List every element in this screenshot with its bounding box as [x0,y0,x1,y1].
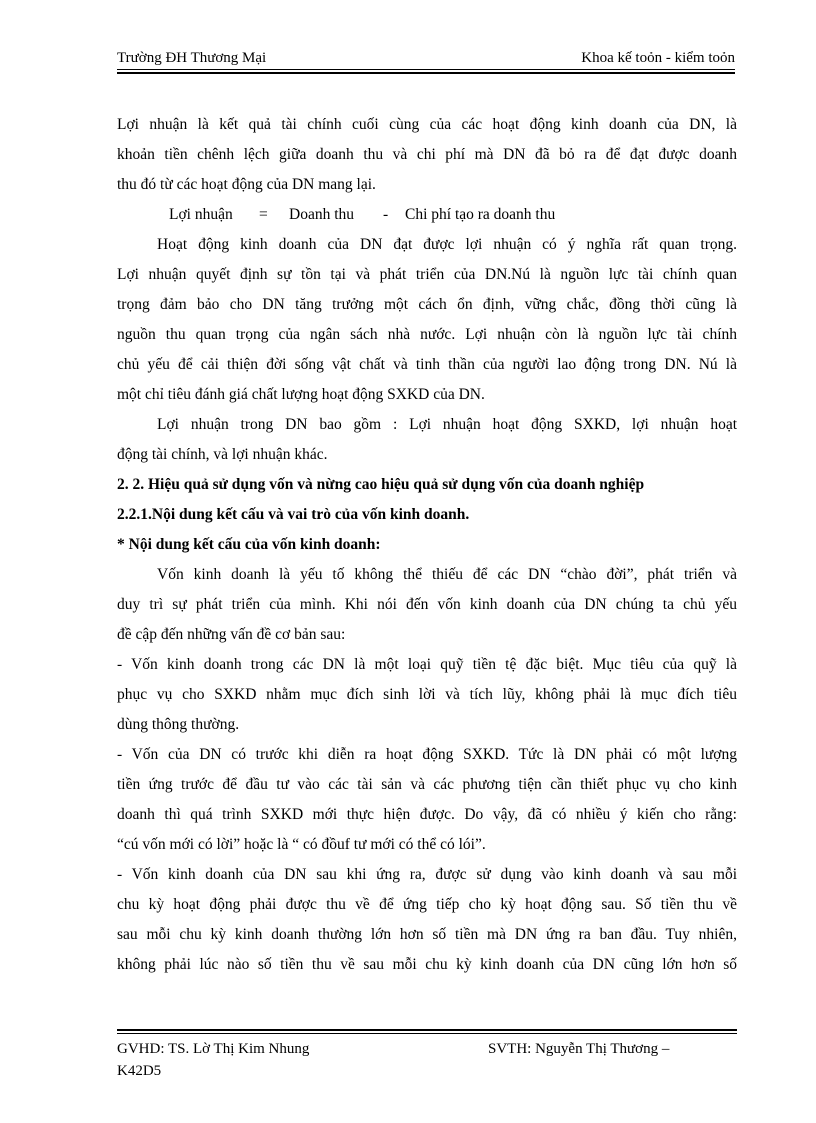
formula-lhs: Lợi nhuận [169,206,233,223]
footer-supervisor: GVHD: TS. Lờ Thị Kim Nhung [117,1041,310,1057]
header-faculty: Khoa kế toỏn - kiểm toỏn [581,50,735,66]
footer-rule-thick [117,1029,737,1031]
profit-formula [117,200,737,230]
header-rule-thick [117,72,735,74]
body-line: một chỉ tiêu đánh giá chất lượng hoạt động SXKD của DN. [117,386,485,403]
body-line: sau mỗi chu kỳ kinh doanh thường lớn hơn số tiền mà DN ứng ra ban đầu. Tuy nhiên, [117,926,737,943]
body-line: không phải lúc nào số tiền thu về sau mỗi chu kỳ kinh doanh của DN cũng lớn hơn số [117,956,737,973]
header-rule-thin [117,69,735,70]
body-line: động tài chính, và lợi nhuận khác. [117,446,328,463]
body-line: “cú vốn mới có lời” hoặc là “ có đồuf tư mới có thể có lói”. [117,836,486,853]
body-line: Vốn kinh doanh là yếu tố không thể thiếu để các DN “chào đời”, phát triển và [157,566,737,583]
footer-rule-thin [117,1033,737,1034]
body-line: dùng thông thường. [117,716,240,733]
formula-revenue: Doanh thu [289,206,355,223]
body-line: Lợi nhuận trong DN bao gồm : Lợi nhuận hoạt động SXKD, lợi nhuận hoạt [157,416,737,433]
formula-minus: - [383,206,389,223]
body-line: tiền ứng trước để đầu tư vào các tài sản và các phương tiện cần thiết phục vụ cho kinh [117,776,737,793]
body-line: doanh thì quá trình SXKD mới thực hiện được. Do vậy, đã có nhiều ý kiến cho rằng: [117,806,737,823]
body-line: - Vốn của DN có trước khi diễn ra hoạt động SXKD. Tức là DN phải có một lượng [117,746,737,763]
body-line: đề cập đến những vấn đề cơ bản sau: [117,626,346,643]
body-line: - Vốn kinh doanh trong các DN là một loại quỹ tiền tệ đặc biệt. Mục tiêu của quỹ là [117,656,737,673]
body-line: duy trì sự phát triển của mình. Khi nói đến vốn kinh doanh của DN chúng ta chủ yếu [117,596,737,613]
footer-class: K42D5 [117,1063,162,1079]
footer-student: SVTH: Nguyễn Thị Thương – [488,1041,670,1057]
body-line: khoản tiền chênh lệch giữa doanh thu và chi phí mà DN đã bỏ ra để đạt được doanh [117,146,737,163]
page-header [117,48,735,70]
header-school: Trường ĐH Thương Mại [117,50,267,66]
subsection-heading: 2.2.1.Nội dung kết cấu và vai trò của vốn kinh doanh. [117,506,470,523]
formula-equals: = [259,206,268,223]
body-line: Lợi nhuận là kết quả tài chính cuối cùng của các hoạt động kinh doanh của DN, là [117,116,737,133]
body-line: chu kỳ hoạt động phải được thu về để ứng tiếp cho kỳ hoạt động sau. Số tiền thu về [117,896,737,913]
body-line: trọng đảm bảo cho DN tăng trưởng một cách ổn định, vững chắc, đồng thời cũng là [117,296,737,313]
body-line: nguồn thu quan trọng của ngân sách nhà nước. Lợi nhuận còn là nguồn lực tài chính [117,326,737,343]
formula-cost: Chi phí tạo ra doanh thu [405,206,556,223]
body-line: thu đó từ các hoạt động của DN mang lại. [117,176,376,193]
body-line: chủ yếu để cải thiện đời sống vật chất và tinh thần của người lao động trong DN. Nú là [117,356,737,373]
body-line: - Vốn kinh doanh của DN sau khi ứng ra, được sử dụng vào kinh doanh và sau mỗi [117,866,737,883]
section-heading: 2. 2. Hiệu quả sử dụng vốn và nừng cao hiệu quả sử dụng vốn của doanh nghiệp [117,476,645,493]
topic-heading: * Nội dung kết cấu của vốn kinh doanh: [117,536,381,553]
body-line: Hoạt động kinh doanh của DN đạt được lợi nhuận có ý nghĩa rất quan trọng. [157,236,737,253]
body-line: phục vụ cho SXKD nhằm mục đích sinh lời và tích lũy, không phải là mục đích tiêu [117,686,737,703]
body-line: Lợi nhuận quyết định sự tồn tại và phát triển của DN.Nú là nguồn lực tài chính quan [117,266,737,283]
